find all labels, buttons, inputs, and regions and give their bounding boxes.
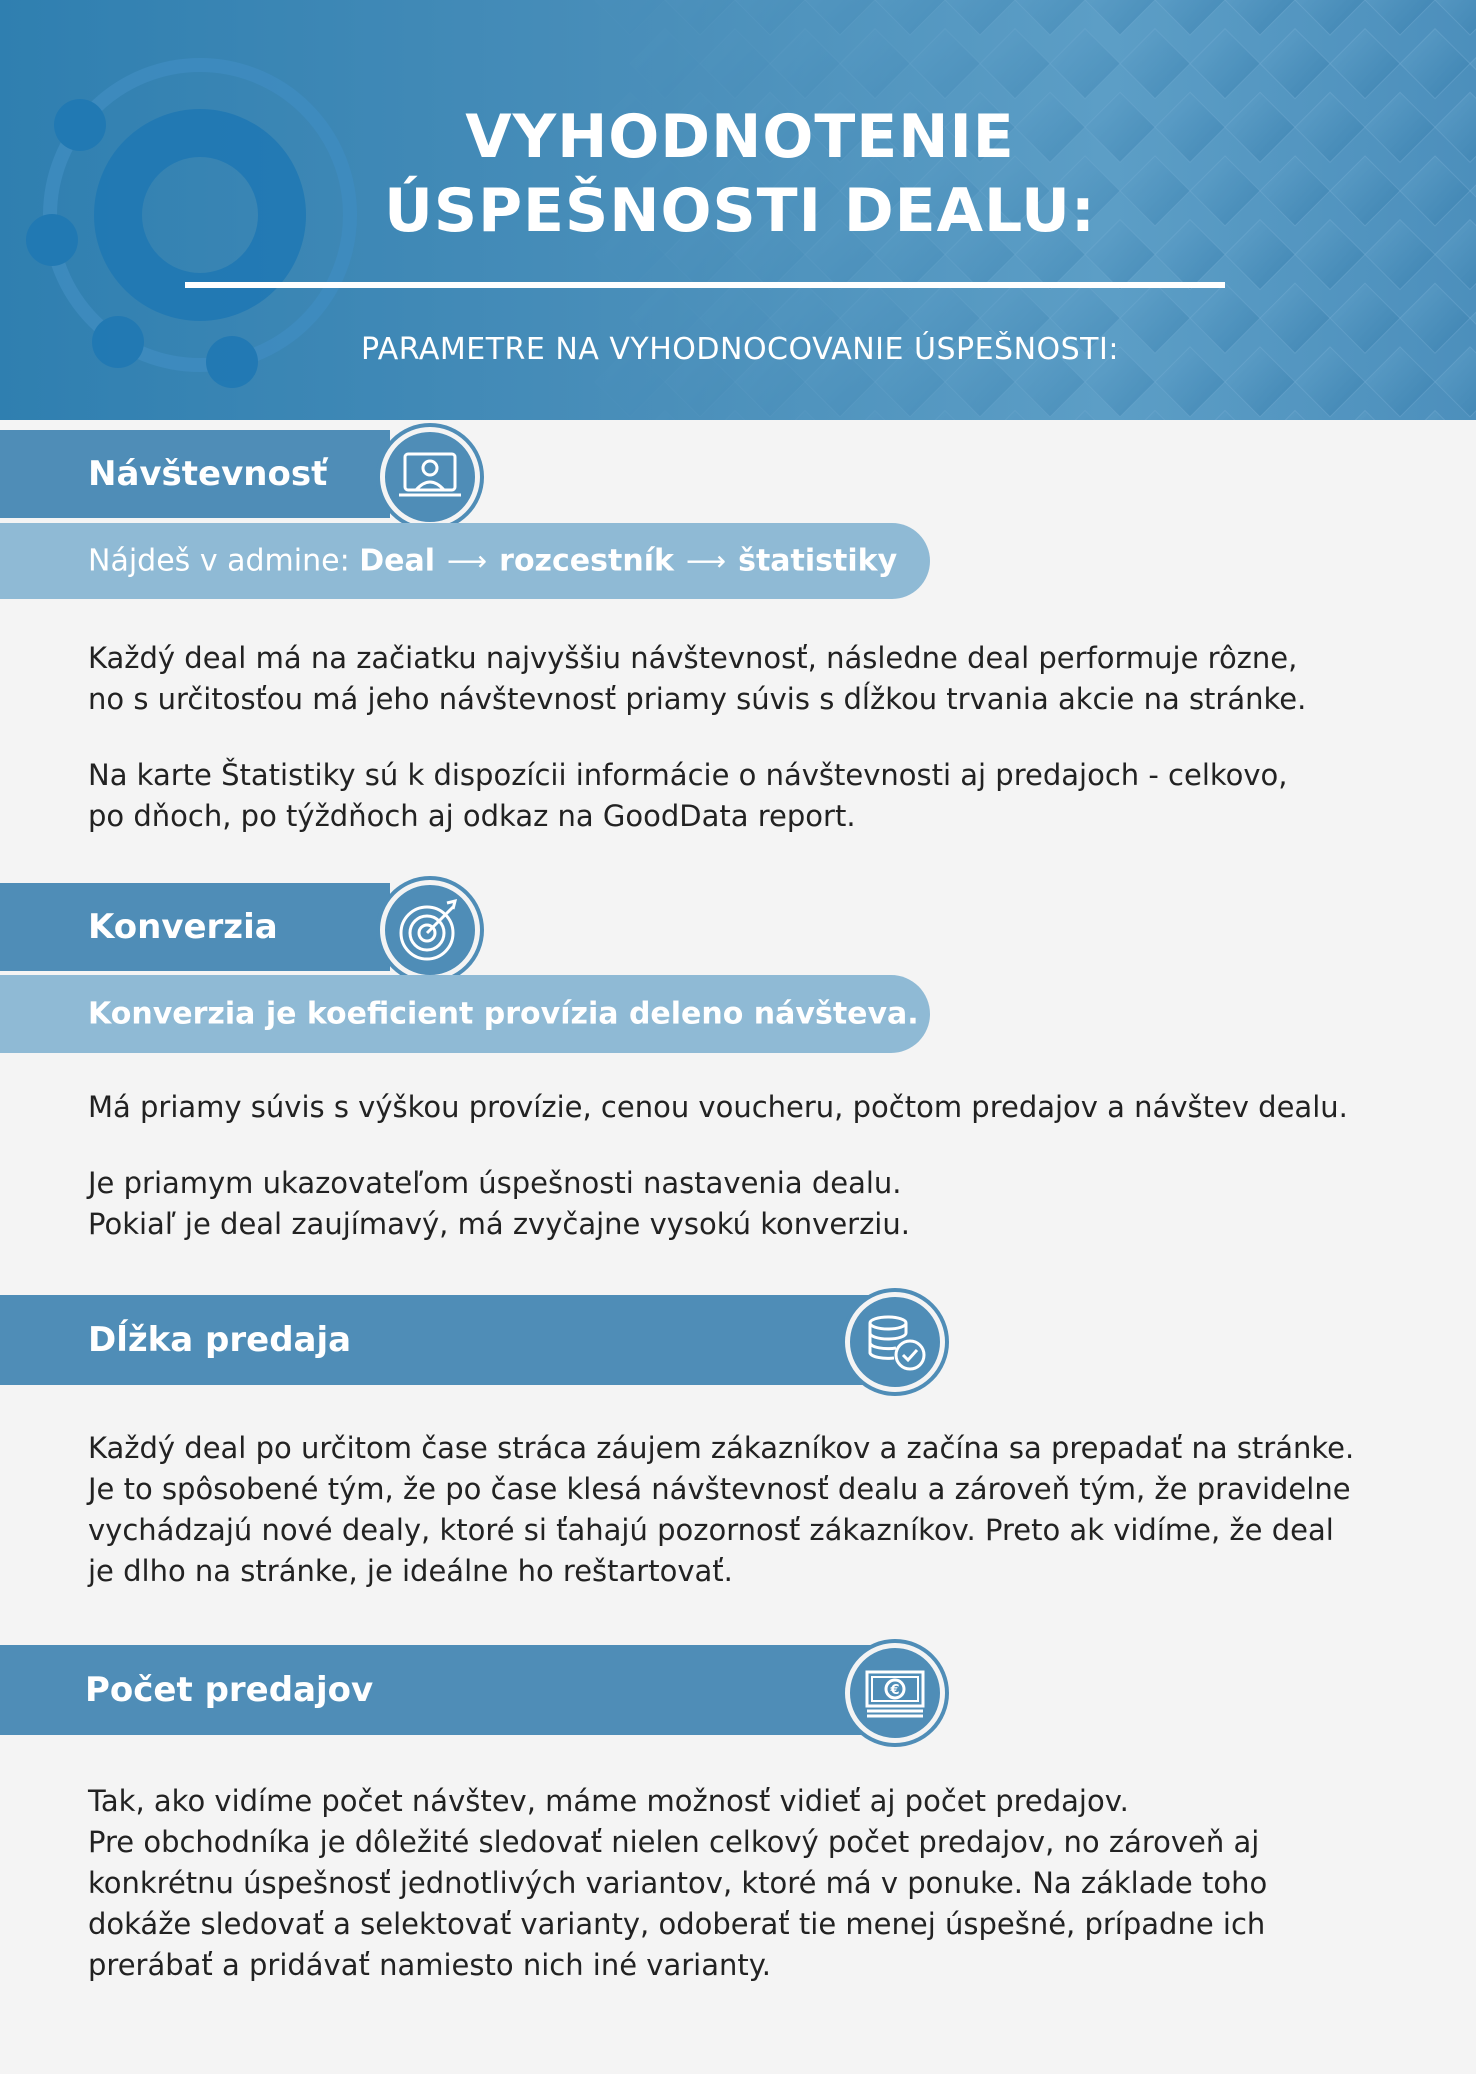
pattern-tile	[1435, 220, 1476, 290]
pattern-tile	[700, 410, 770, 420]
admin-path-rozcestnik: rozcestník	[499, 543, 674, 579]
pattern-tile	[700, 29, 770, 99]
pattern-tile	[770, 410, 840, 420]
pattern-tile	[1330, 410, 1400, 420]
pattern-tile	[1295, 220, 1365, 290]
pattern-tile	[1400, 29, 1470, 99]
pattern-tile	[1365, 92, 1435, 162]
pattern-tile	[1190, 29, 1260, 99]
pattern-tile	[1365, 0, 1435, 35]
pattern-tile	[735, 0, 805, 35]
admin-path-pill	[0, 523, 930, 599]
title-line-2: ÚSPEŠNOSTI DEALU:	[384, 176, 1096, 246]
arrow-right-icon: ⟶	[447, 544, 488, 578]
section-heading-dlzka-predaja	[0, 1295, 880, 1385]
title-divider	[185, 282, 1225, 288]
pattern-tile	[910, 410, 980, 420]
pattern-tile	[1435, 0, 1476, 35]
pattern-tile	[1260, 283, 1330, 353]
pattern-tile	[1050, 410, 1120, 420]
pattern-tile	[630, 410, 700, 420]
pattern-tile	[1400, 283, 1470, 353]
svg-text:€: €	[890, 1683, 900, 1698]
pattern-tile	[805, 0, 875, 35]
pattern-tile	[1260, 410, 1330, 420]
target-icon	[380, 880, 480, 980]
pattern-tile	[1120, 410, 1190, 420]
admin-path-deal: Deal	[359, 543, 436, 579]
coins-clock-icon	[845, 1292, 945, 1392]
section-heading-pocet-predajov	[0, 1645, 880, 1735]
section-heading-navstevnost	[0, 430, 390, 518]
pattern-tile	[1470, 156, 1476, 226]
pattern-tile	[1365, 220, 1435, 290]
section-heading-label: Dĺžka predaja	[88, 1320, 352, 1360]
title-line-1: VYHODNOTENIE	[465, 102, 1015, 172]
pattern-tile	[1190, 410, 1260, 420]
pattern-tile	[1470, 283, 1476, 353]
page-subtitle: PARAMETRE NA VYHODNOCOVANIE ÚSPEŠNOSTI:	[361, 332, 1119, 367]
pattern-tile	[1050, 29, 1120, 99]
section-heading-label: Konverzia	[88, 907, 278, 947]
arrow-right-icon: ⟶	[685, 544, 727, 578]
pattern-tile	[980, 29, 1050, 99]
page-title	[240, 100, 1240, 248]
pattern-tile	[1330, 29, 1400, 99]
pattern-tile	[875, 0, 945, 35]
paragraph: Každý deal má na začiatku najvyššiu návštevnosť, následne deal performuje rôzne, no s určitosťou má jeho návštevnosť priamy súvis s dĺžkou trvania akcie na stránke.	[88, 641, 1307, 716]
section-heading-konverzia	[0, 883, 390, 971]
pattern-tile	[1470, 29, 1476, 99]
pattern-tile	[1085, 0, 1155, 35]
header-banner	[0, 0, 1476, 420]
pattern-tile	[1365, 347, 1435, 417]
paragraph: Tak, ako vidíme počet návštev, máme možnosť vidieť aj počet predajov. Pre obchodníka je dôležité sledovať nielen celkový počet predajov, no zároveň aj konkrétnu úspešnosť jednotlivých variantov, ktoré má v ponuke. Na základe toho dokáže sledovať a selektovať varianty, odoberať tie menej úspešné, prípadne ich prerábať a pridávať namiesto nich iné varianty.	[88, 1784, 1268, 1982]
pattern-tile	[840, 29, 910, 99]
pattern-tile	[1260, 29, 1330, 99]
banknote-icon	[845, 1643, 945, 1743]
definition-pill	[0, 975, 930, 1053]
pattern-tile	[1330, 156, 1400, 226]
pattern-tile	[1330, 283, 1400, 353]
section-body-navstevnost	[88, 638, 1418, 837]
section-body-konverzia	[88, 1087, 1418, 1245]
section-body-dlzka-predaja	[88, 1428, 1418, 1592]
paragraph: Na karte Štatistiky sú k dispozícii informácie o návštevnosti aj predajoch - celkovo, po dňoch, po týždňoch aj odkaz na GoodData report.	[88, 758, 1288, 833]
pattern-tile	[1155, 0, 1225, 35]
pattern-tile	[665, 0, 735, 35]
pattern-tile	[945, 0, 1015, 35]
admin-path-statistiky: štatistiky	[738, 543, 898, 579]
pattern-tile	[1435, 92, 1476, 162]
pattern-tile	[1295, 0, 1365, 35]
paragraph: Má priamy súvis s výškou provízie, cenou voucheru, počtom predajov a návštev dealu.	[88, 1090, 1348, 1124]
pattern-tile	[980, 410, 1050, 420]
section-heading-label: Počet predajov	[85, 1670, 374, 1710]
pattern-tile	[1225, 0, 1295, 35]
pattern-tile	[1400, 156, 1470, 226]
pattern-tile	[1260, 156, 1330, 226]
pattern-tile	[840, 410, 910, 420]
pattern-tile	[1295, 92, 1365, 162]
pattern-tile	[1015, 0, 1085, 35]
pattern-tile	[630, 29, 700, 99]
section-heading-label: Návštevnosť	[88, 454, 328, 494]
monitor-person-icon	[380, 427, 480, 527]
admin-path-prefix: Nájdeš v admine:	[88, 543, 350, 579]
section-body-pocet-predajov	[88, 1781, 1418, 1986]
pattern-tile	[770, 29, 840, 99]
pattern-tile	[1400, 410, 1470, 420]
pattern-tile	[595, 0, 665, 35]
pattern-tile	[1295, 347, 1365, 417]
pattern-tile	[1120, 29, 1190, 99]
paragraph: Je priamym ukazovateľom úspešnosti nastavenia dealu. Pokiaľ je deal zaujímavý, má zvyčajne vysokú konverziu.	[88, 1166, 910, 1241]
pattern-tile	[1435, 347, 1476, 417]
konverzia-definition: Konverzia je koeficient províziа deleno návšteva.	[88, 996, 919, 1032]
paragraph: Každý deal po určitom čase stráca záujem zákazníkov a začína sa prepadať na stránke. Je to spôsobené tým, že po čase klesá návštevnosť dealu a zároveň tým, že pravidelne vychádzajú nové dealy, ktoré si ťahajú pozornosť zákazníkov. Preto ak vidíme, že deal je dlho na stránke, je ideálne ho reštartovať.	[88, 1431, 1355, 1588]
pattern-tile	[910, 29, 980, 99]
